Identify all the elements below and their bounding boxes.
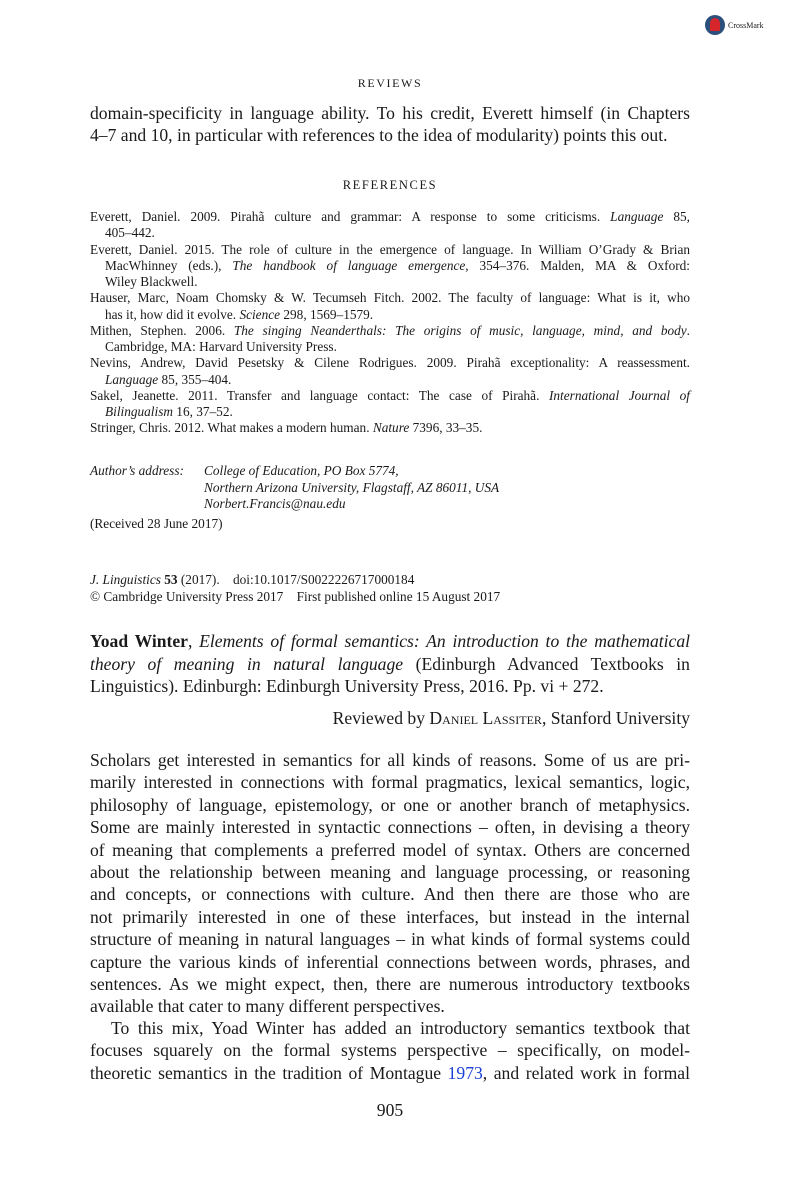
- text-segment: Daniel Lassiter: [429, 708, 542, 728]
- text-segment: Cambridge, MA: Harvard University Press.: [105, 339, 337, 354]
- text-segment: MacWhinney (eds.),: [105, 257, 233, 273]
- text-line: [90, 290, 690, 306]
- text-line: [90, 951, 690, 973]
- text-segment: Everett, Daniel. 2009. Pirahã culture and grammar: A response to some criticisms.: [90, 209, 611, 224]
- text-line: [90, 225, 690, 241]
- text-segment: ,: [188, 631, 200, 651]
- text-segment: about the relationship between meaning and language processing, or reasoning: [90, 862, 690, 883]
- text-line: [90, 906, 690, 928]
- text-segment: , and related work in formal: [482, 1062, 690, 1083]
- text-segment: available that cater to many different perspectives.: [90, 996, 445, 1017]
- text-segment: Some are mainly interested in syntactic connections – often, in devising a theory: [90, 817, 690, 838]
- journal-info: [90, 571, 690, 605]
- text-segment: Nature: [372, 420, 410, 436]
- text-segment: Sakel, Jeanette. 2011. Transfer and language contact: The case of Pirahã.: [90, 387, 549, 403]
- received-date: (Received 28 June 2017): [90, 516, 223, 531]
- reference-item: [90, 323, 690, 356]
- text-segment: 298, 1569–1579.: [280, 306, 374, 322]
- text-segment: domain-specificity in language ability. To his credit, Everett himself (in Chapters: [90, 103, 690, 123]
- text-segment: not primarily interested in one of these interfaces, but instead in the internal: [90, 906, 690, 927]
- text-segment: Stringer, Chris. 2012. What makes a modern human.: [90, 420, 373, 436]
- text-line: [90, 372, 690, 388]
- text-segment: Scholars get interested in semantics for all kinds of reasons. Some of us are pri-: [90, 750, 690, 770]
- text-segment: capture the various kinds of inferential connections between words, phrases, and: [90, 951, 690, 972]
- address-line: College of Education, PO Box 5774,: [204, 463, 399, 478]
- text-segment: Nevins, Andrew, David Pesetsky & Cilene Rodrigues. 2009. Pirahã exceptionality: A reassessment.: [90, 355, 690, 371]
- crossmark-badge[interactable]: [705, 15, 764, 35]
- text-segment: of meaning that complements a preferred model of syntax. Others are concerned: [90, 839, 690, 860]
- text-line: [90, 630, 690, 653]
- author-address: [90, 463, 690, 513]
- body-paragraph-2: [90, 1017, 690, 1084]
- text-line: [90, 816, 690, 838]
- text-segment: Wiley Blackwell.: [105, 274, 198, 289]
- copyright: © Cambridge University Press 2017: [90, 589, 284, 604]
- text-line: [90, 1017, 690, 1039]
- text-segment: theoretic semantics in the tradition of Montague: [90, 1062, 448, 1083]
- address-line: Northern Arizona University, Flagstaff, AZ 86011, USA: [204, 479, 500, 495]
- text-line: [90, 928, 690, 950]
- text-line: [90, 973, 690, 995]
- text-segment: theory of meaning in natural language: [90, 653, 404, 674]
- text-line: [90, 242, 690, 258]
- text-segment: Yoad Winter: [90, 631, 188, 651]
- text-line: [90, 675, 690, 698]
- text-line: [90, 323, 690, 339]
- text-segment: 405–442.: [105, 225, 155, 241]
- references-heading: REFERENCES: [342, 178, 438, 192]
- text-line: [90, 388, 690, 404]
- references-list: [90, 209, 690, 437]
- running-head: REVIEWS: [357, 76, 423, 90]
- reference-item: [90, 242, 690, 291]
- text-line: [90, 653, 690, 676]
- text-segment: International Journal of: [548, 387, 690, 403]
- crossmark-label: CrossMark: [728, 20, 764, 30]
- text-line: [90, 404, 690, 420]
- text-segment: Bilingualism: [105, 404, 173, 419]
- text-line: [90, 124, 690, 146]
- text-segment: focuses squarely on the formal systems perspective – specifically, on model-: [90, 1040, 690, 1061]
- journal-year: (2017).: [177, 572, 220, 587]
- intro-paragraph: [90, 102, 690, 147]
- reference-item: [90, 388, 690, 421]
- body-paragraph-1: [90, 749, 690, 1018]
- text-segment: sentences. As we might expect, then, there are numerous introductory textbooks: [90, 974, 690, 995]
- text-segment: 16, 37–52.: [172, 404, 233, 419]
- text-segment: Linguistics). Edinburgh: Edinburgh University Press, 2016. Pp. vi + 272.: [90, 676, 604, 696]
- text-line: [90, 1062, 690, 1084]
- text-segment: Elements of formal semantics: An introduction to the mathematical: [199, 631, 691, 651]
- text-segment: .: [686, 322, 690, 338]
- text-segment: and concepts, or connections with culture. And then there are those who are: [90, 884, 690, 905]
- text-line: [90, 420, 690, 436]
- text-segment: , Stanford University: [541, 708, 690, 728]
- text-segment: Reviewed by: [332, 708, 430, 728]
- text-line: [90, 355, 690, 371]
- text-line: [90, 995, 690, 1017]
- text-line: [90, 339, 690, 355]
- text-line: [90, 794, 690, 816]
- text-line: [90, 839, 690, 861]
- text-segment: philosophy of language, epistemology, or one or another branch of metaphysics.: [90, 794, 690, 815]
- journal-volume: 53: [164, 572, 178, 587]
- text-segment: 85, 355–404.: [158, 371, 232, 387]
- author-email[interactable]: Norbert.Francis@nau.edu: [204, 496, 346, 511]
- crossmark-icon: [705, 15, 725, 35]
- text-line: [90, 749, 690, 771]
- book-heading: [90, 630, 690, 698]
- reference-item: [90, 355, 690, 388]
- text-line: [90, 258, 690, 274]
- text-line: [90, 209, 690, 225]
- reference-item: [90, 290, 690, 323]
- text-line: [90, 102, 690, 124]
- text-segment: (Edinburgh Advanced Textbooks in: [403, 653, 690, 674]
- text-segment: Everett, Daniel. 2015. The role of culture in the emergence of language. In William O’Grady & Brian: [90, 241, 690, 257]
- text-segment: 85,: [663, 209, 690, 224]
- text-segment: 7396, 33–35.: [409, 420, 483, 436]
- text-segment: Mithen, Stephen. 2006.: [90, 322, 234, 338]
- text-line: [90, 1039, 690, 1061]
- citation-link[interactable]: 1973: [447, 1062, 483, 1083]
- text-segment: 4–7 and 10, in particular with references to the idea of modularity) points this out.: [90, 125, 668, 146]
- text-segment: Language: [105, 371, 159, 387]
- reference-item: [90, 420, 690, 436]
- text-line: [90, 771, 690, 793]
- text-line: [90, 861, 690, 883]
- journal-name: J. Linguistics: [90, 572, 161, 587]
- reviewer-line: [90, 707, 690, 729]
- published-date: First published online 15 August 2017: [296, 589, 501, 604]
- page-number: 905: [376, 1100, 404, 1120]
- text-segment: The singing Neanderthals: The origins of music, language, mind, and body: [233, 322, 687, 338]
- text-line: [90, 883, 690, 905]
- text-segment: Hauser, Marc, Noam Chomsky & W. Tecumseh Fitch. 2002. The faculty of language: What is it, who: [90, 290, 690, 306]
- text-segment: To this mix, Yoad Winter has added an introductory semantics textbook that: [111, 1018, 690, 1038]
- text-line: [90, 274, 690, 290]
- text-segment: Language: [610, 209, 664, 224]
- text-segment: marily interested in connections with formal pragmatics, lexical semantics, logic,: [90, 772, 690, 793]
- text-segment: Science: [239, 306, 281, 322]
- doi[interactable]: doi:10.1017/S0022226717000184: [232, 572, 415, 587]
- text-segment: has it, how did it evolve.: [105, 306, 240, 322]
- address-label: Author’s address:: [90, 463, 184, 478]
- reference-item: [90, 209, 690, 242]
- text-segment: , 354–376. Malden, MA & Oxford:: [465, 257, 690, 273]
- text-line: [90, 307, 690, 323]
- text-segment: structure of meaning in natural languages – in what kinds of formal systems could: [90, 929, 690, 950]
- text-segment: The handbook of language emergence: [232, 257, 466, 273]
